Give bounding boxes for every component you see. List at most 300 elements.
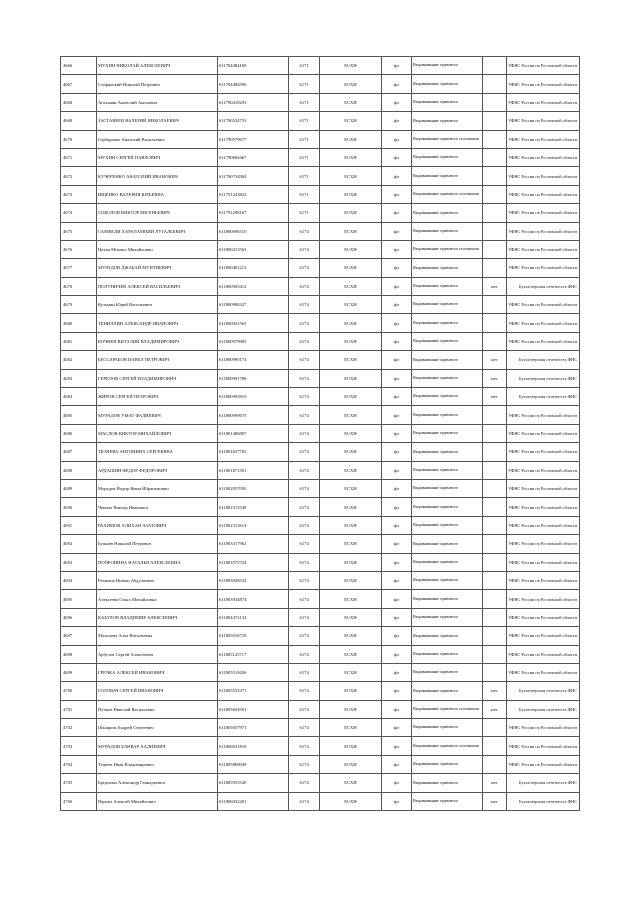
flag-cell	[482, 185, 506, 203]
row-number: 4683	[61, 369, 97, 387]
taxpayer-name: Пархиз Алексей Михайлович	[96, 792, 217, 810]
reason-text: Выравнивание правового	[412, 424, 483, 442]
reason-text: Выравнивание правового	[412, 369, 483, 387]
row-number: 4670	[61, 130, 97, 148]
authority-text: УФНС России по Ростовской области	[506, 112, 579, 130]
row-number: 4687	[61, 443, 97, 461]
tax-regime: ЕСХН	[320, 93, 381, 111]
authority-text: УФНС России по Ростовской области	[506, 608, 579, 626]
flag-cell: нет	[482, 388, 506, 406]
row-number: 4669	[61, 112, 97, 130]
tax-office-code: 6174	[288, 792, 320, 810]
row-number: 4688	[61, 461, 97, 479]
table-row	[61, 259, 580, 277]
taxpayer-name: ТЕНИЛЛИН АЛЕКСАНДР ИВАНОВИЧ	[96, 314, 217, 332]
reason-text: Выравнивание правового	[412, 351, 483, 369]
reason-text: Выравнивание правового	[412, 479, 483, 497]
tax-regime: ЕСХН	[320, 774, 381, 792]
inn-number: 611805604501	[217, 700, 288, 718]
table-row	[61, 553, 580, 571]
authority-text: Бухгалтерская отчетность ФНС	[506, 774, 579, 792]
table-row	[61, 774, 580, 792]
table-body	[61, 57, 580, 811]
tax-office-code: 6171	[288, 167, 320, 185]
inn-number: 611802312614	[217, 516, 288, 534]
reason-text: Выравнивание правового	[412, 148, 483, 166]
authority-text: УФНС России по Ростовской области	[506, 240, 579, 258]
tax-regime: ЕСХН	[320, 663, 381, 681]
inn-number: 611704484596	[217, 75, 288, 93]
tax-office-code: 6174	[288, 737, 320, 755]
flag-cell	[482, 167, 506, 185]
tax-office-code: 6174	[288, 424, 320, 442]
authority-text: УФНС России по Ростовской области	[506, 663, 579, 681]
tax-regime: ЕСХН	[320, 112, 381, 130]
tax-regime: ЕСХН	[320, 608, 381, 626]
tax-office-code: 6171	[288, 112, 320, 130]
tax-office-code: 6174	[288, 571, 320, 589]
authority-text: УФНС России по Ростовской области	[506, 185, 579, 203]
flag-cell	[482, 755, 506, 773]
taxpayer-name: Шкляров Андрей Сергеевич	[96, 719, 217, 737]
person-type: фл	[381, 755, 412, 773]
inn-number: 611802057050	[217, 479, 288, 497]
tax-regime: ЕСХН	[320, 443, 381, 461]
row-number: 4703	[61, 737, 97, 755]
inn-number: 611806031818	[217, 737, 288, 755]
inn-number: 611800995810	[217, 388, 288, 406]
taxpayer-name: Мурадов Надир Ямин Ибрагимович	[96, 479, 217, 497]
reason-text: Выравнивание правового	[412, 516, 483, 534]
tax-regime: ЕСХН	[320, 204, 381, 222]
authority-text: УФНС России по Ростовской области	[506, 498, 579, 516]
table-row	[61, 204, 580, 222]
row-number: 4672	[61, 167, 97, 185]
authority-text: УФНС России по Ростовской области	[506, 332, 579, 350]
reason-text: Выравнивание правового	[412, 296, 483, 314]
tax-office-code: 6171	[288, 130, 320, 148]
reason-text: Выравнивание правового	[412, 112, 483, 130]
reason-text: Выравнивание правового	[412, 663, 483, 681]
row-number: 4694	[61, 571, 97, 589]
table-row	[61, 590, 580, 608]
flag-cell: нет	[482, 792, 506, 810]
table-row	[61, 443, 580, 461]
person-type: фл	[381, 608, 412, 626]
authority-text: Бухгалтерская отчетность ФНС	[506, 700, 579, 718]
table-row	[61, 755, 580, 773]
row-number: 4678	[61, 277, 97, 295]
taxpayer-name: МАСЛОВ ВИКТОР МИХАЙЛОВИЧ	[96, 424, 217, 442]
tax-regime: ЕСХН	[320, 332, 381, 350]
table-row	[61, 571, 580, 589]
authority-text: Бухгалтерская отчетность ФНС	[506, 388, 579, 406]
reason-text: Выравнивание правового	[412, 461, 483, 479]
taxpayer-name: АРДАШИН ФЕДОР ФЕДОРОВИЧ	[96, 461, 217, 479]
reason-text: Выравнивание правового	[412, 259, 483, 277]
inn-number: 611801871501	[217, 461, 288, 479]
reason-text: Выравнивание правового	[412, 792, 483, 810]
row-number: 4668	[61, 93, 97, 111]
person-type: фл	[381, 388, 412, 406]
tax-office-code: 6174	[288, 590, 320, 608]
taxpayer-name: МУРАДОВ УМАТ ФАДИЕВИЧ	[96, 406, 217, 424]
inn-number: 611791298167	[217, 204, 288, 222]
tax-regime: ЕСХН	[320, 57, 381, 75]
tax-office-code: 6174	[288, 406, 320, 424]
reason-text: Выравнивание правового	[412, 498, 483, 516]
taxpayer-name: КОЧНЕВ ВИТАЛИЙ ВЛАДИМИРОВИЧ	[96, 332, 217, 350]
flag-cell: нет	[482, 351, 506, 369]
flag-cell	[482, 608, 506, 626]
tax-regime: ЕСХН	[320, 553, 381, 571]
table-row	[61, 663, 580, 681]
tax-office-code: 6174	[288, 332, 320, 350]
authority-text: УФНС России по Ростовской области	[506, 571, 579, 589]
flag-cell	[482, 296, 506, 314]
reason-text: Выравнивание правового	[412, 443, 483, 461]
table-row	[61, 93, 580, 111]
table-row	[61, 222, 580, 240]
flag-cell	[482, 461, 506, 479]
reason-text: Выравнивание правового	[412, 332, 483, 350]
taxpayer-name: МУРАДОВ ДЖАБАЙ МУНТИЕВИЧ	[96, 259, 217, 277]
authority-text: УФНС России по Ростовской области	[506, 57, 579, 75]
flag-cell	[482, 645, 506, 663]
tax-regime: ЕСХН	[320, 700, 381, 718]
tax-office-code: 6174	[288, 663, 320, 681]
inn-number: 611804472134	[217, 608, 288, 626]
person-type: фл	[381, 259, 412, 277]
person-type: фл	[381, 700, 412, 718]
flag-cell	[482, 204, 506, 222]
person-type: фл	[381, 443, 412, 461]
inn-number: 611805016718	[217, 627, 288, 645]
reason-text: Выравнивание правового	[412, 590, 483, 608]
inn-number: 611800905412	[217, 277, 288, 295]
flag-cell	[482, 663, 506, 681]
row-number: 4671	[61, 148, 97, 166]
registry-table	[60, 56, 580, 811]
inn-number: 611805125717	[217, 645, 288, 663]
person-type: фл	[381, 277, 412, 295]
tax-regime: ЕСХН	[320, 755, 381, 773]
authority-text: Бухгалтерская отчетность ФНС	[506, 351, 579, 369]
person-type: фл	[381, 296, 412, 314]
flag-cell	[482, 112, 506, 130]
person-type: фл	[381, 590, 412, 608]
reason-text: Выравнивание правового	[412, 277, 483, 295]
reason-text: Выравнивание правового	[412, 222, 483, 240]
authority-text: УФНС России по Ростовской области	[506, 737, 579, 755]
inn-number: 611806032201	[217, 792, 288, 810]
table-row	[61, 479, 580, 497]
taxpayer-name: Бредихин Александр Геннадьевич	[96, 774, 217, 792]
tax-office-code: 6174	[288, 719, 320, 737]
taxpayer-name: СОКОЛОВ ВИКТОР ЕВГЕНЬЕВИЧ	[96, 204, 217, 222]
person-type: фл	[381, 682, 412, 700]
row-number: 4676	[61, 240, 97, 258]
inn-number: 611801657765	[217, 443, 288, 461]
person-type: фл	[381, 719, 412, 737]
flag-cell	[482, 222, 506, 240]
person-type: фл	[381, 240, 412, 258]
authority-text: УФНС России по Ростовской области	[506, 148, 579, 166]
row-number: 4685	[61, 406, 97, 424]
person-type: фл	[381, 553, 412, 571]
taxpayer-name: ГРЕЧКА АЛЕКСЕЙ ИВАНОВИЧ	[96, 663, 217, 681]
tax-regime: ЕСХН	[320, 590, 381, 608]
table-row	[61, 185, 580, 203]
row-number: 4679	[61, 296, 97, 314]
authority-text: УФНС России по Ростовской области	[506, 516, 579, 534]
reason-text: Выравнивание правового положения	[412, 700, 483, 718]
flag-cell: нет	[482, 682, 506, 700]
tax-regime: ЕСХН	[320, 185, 381, 203]
reason-text: Выравнивание правового	[412, 608, 483, 626]
inn-number: 611800096510	[217, 222, 288, 240]
person-type: фл	[381, 369, 412, 387]
person-type: фл	[381, 535, 412, 553]
inn-number: 611803928534	[217, 571, 288, 589]
person-type: фл	[381, 222, 412, 240]
taxpayer-name: ПОПРОНИНА НАТАЛЬЯ АЛЕКСЕЕВНА	[96, 553, 217, 571]
row-number: 4693	[61, 553, 97, 571]
tax-office-code: 6174	[288, 682, 320, 700]
reason-text: Выравнивание правового	[412, 755, 483, 773]
flag-cell: нет	[482, 369, 506, 387]
inn-number: 611805657971	[217, 719, 288, 737]
tax-office-code: 6171	[288, 185, 320, 203]
inn-number: 611800413563	[217, 240, 288, 258]
tax-regime: ЕСХН	[320, 571, 381, 589]
table-row	[61, 57, 580, 75]
reason-text: Выравнивание правового	[412, 645, 483, 663]
reason-text: Выравнивание правового	[412, 314, 483, 332]
taxpayer-name: Бушнев Николай Петрович	[96, 535, 217, 553]
taxpayer-name: ЗАСТАВЕЕВ ВАЛЕРИЙ НИКОЛАЕВИЧ	[96, 112, 217, 130]
tax-office-code: 6171	[288, 93, 320, 111]
row-number: 4705	[61, 774, 97, 792]
row-number: 4689	[61, 479, 97, 497]
table-row	[61, 296, 580, 314]
inn-number: 611800999675	[217, 406, 288, 424]
taxpayer-name: Чекмач Виктор Иванович	[96, 498, 217, 516]
person-type: фл	[381, 424, 412, 442]
authority-text: УФНС России по Ростовской области	[506, 755, 579, 773]
taxpayer-name: Мальцева Алла Витальевна	[96, 627, 217, 645]
row-number: 4681	[61, 332, 97, 350]
inn-number: 611790524753	[217, 112, 288, 130]
reason-text: Выравнивание правового	[412, 535, 483, 553]
authority-text: УФНС России по Ростовской области	[506, 93, 579, 111]
taxpayer-name: РАХИМОВ АЛИХАН АЗАТОВИЧ	[96, 516, 217, 534]
taxpayer-name: САМВЕДИ ХАРАЛАМПИЙ ЛУГАЛЬЕВИЧ	[96, 222, 217, 240]
reason-text: Выравнивание правового	[412, 682, 483, 700]
tax-regime: ЕСХН	[320, 75, 381, 93]
tax-office-code: 6174	[288, 535, 320, 553]
person-type: фл	[381, 314, 412, 332]
reason-text: Выравнивание правового	[412, 774, 483, 792]
tax-office-code: 6174	[288, 700, 320, 718]
inn-number: 611800991788	[217, 369, 288, 387]
inn-number: 611790734904	[217, 167, 288, 185]
tax-regime: ЕСХН	[320, 792, 381, 810]
tax-office-code: 6174	[288, 240, 320, 258]
row-number: 4692	[61, 535, 97, 553]
tax-office-code: 6174	[288, 645, 320, 663]
authority-text: УФНС России по Ростовской области	[506, 167, 579, 185]
tax-regime: ЕСХН	[320, 479, 381, 497]
tax-regime: ЕСХН	[320, 535, 381, 553]
tax-regime: ЕСХН	[320, 645, 381, 663]
tax-regime: ЕСХН	[320, 277, 381, 295]
tax-office-code: 6171	[288, 75, 320, 93]
person-type: фл	[381, 130, 412, 148]
taxpayer-name: МУХИН НИКОЛАЙ АЛЕКСЕЕВИЧ	[96, 57, 217, 75]
tax-office-code: 6174	[288, 755, 320, 773]
reason-text: Выравнивание правового положения	[412, 737, 483, 755]
row-number: 4680	[61, 314, 97, 332]
table-row	[61, 627, 580, 645]
flag-cell	[482, 314, 506, 332]
row-number: 4677	[61, 259, 97, 277]
row-number: 4666	[61, 57, 97, 75]
person-type: фл	[381, 516, 412, 534]
person-type: фл	[381, 93, 412, 111]
table-row	[61, 240, 580, 258]
person-type: фл	[381, 332, 412, 350]
table-row	[61, 167, 580, 185]
person-type: фл	[381, 737, 412, 755]
flag-cell: нет	[482, 277, 506, 295]
inn-number: 611800921565	[217, 314, 288, 332]
reason-text: Выравнивание правового	[412, 93, 483, 111]
authority-text: УФНС России по Ростовской области	[506, 314, 579, 332]
reason-text: Выравнивание правового	[412, 553, 483, 571]
authority-text: УФНС России по Ростовской области	[506, 130, 579, 148]
person-type: фл	[381, 112, 412, 130]
reason-text: Выравнивание правового положения	[412, 240, 483, 258]
reason-text: Выравнивание правового	[412, 57, 483, 75]
person-type: фл	[381, 663, 412, 681]
person-type: фл	[381, 627, 412, 645]
person-type: фл	[381, 148, 412, 166]
person-type: фл	[381, 185, 412, 203]
tax-regime: ЕСХН	[320, 167, 381, 185]
tax-office-code: 6174	[288, 461, 320, 479]
tax-regime: ЕСХН	[320, 314, 381, 332]
taxpayer-name: ИЩЕНКО ВАЛЕРИЯ ЮРЬЕВНА	[96, 185, 217, 203]
flag-cell	[482, 57, 506, 75]
table-row	[61, 332, 580, 350]
row-number: 4698	[61, 645, 97, 663]
tax-regime: ЕСХН	[320, 259, 381, 277]
flag-cell: нет	[482, 774, 506, 792]
reason-text: Выравнивание правового	[412, 406, 483, 424]
tax-office-code: 6174	[288, 277, 320, 295]
tax-office-code: 6174	[288, 351, 320, 369]
authority-text: УФНС России по Ростовской области	[506, 590, 579, 608]
authority-text: УФНС России по Ростовской области	[506, 719, 579, 737]
inn-number: 611805955540	[217, 774, 288, 792]
flag-cell	[482, 443, 506, 461]
tax-regime: ЕСХН	[320, 369, 381, 387]
flag-cell	[482, 479, 506, 497]
authority-text: УФНС России по Ростовской области	[506, 645, 579, 663]
tax-regime: ЕСХН	[320, 351, 381, 369]
authority-text: УФНС России по Ростовской области	[506, 443, 579, 461]
inn-number: 611791243823	[217, 185, 288, 203]
person-type: фл	[381, 645, 412, 663]
tax-regime: ЕСХН	[320, 296, 381, 314]
authority-text: УФНС России по Ростовской области	[506, 424, 579, 442]
reason-text: Выравнивание правового положения	[412, 130, 483, 148]
flag-cell	[482, 332, 506, 350]
flag-cell: нет	[482, 700, 506, 718]
taxpayer-name: Арбузов Сергей Алексеевич	[96, 645, 217, 663]
taxpayer-name: Пучков Николай Васильевич	[96, 700, 217, 718]
authority-text: Бухгалтерская отчетность ФНС	[506, 682, 579, 700]
taxpayer-name: ЖИРОВ СЕРГЕЙ ПЕТРОВИЧ	[96, 388, 217, 406]
flag-cell	[482, 130, 506, 148]
authority-text: УФНС России по Ростовской области	[506, 479, 579, 497]
row-number: 4684	[61, 388, 97, 406]
table-row	[61, 682, 580, 700]
tax-regime: ЕСХН	[320, 148, 381, 166]
table-row	[61, 700, 580, 718]
table-row	[61, 535, 580, 553]
tax-regime: ЕСХН	[320, 516, 381, 534]
taxpayer-name: БЕССАРАБОВ ПАВЕЛ ПЕТРОВИЧ	[96, 351, 217, 369]
reason-text: Выравнивание правового	[412, 167, 483, 185]
inn-number: 611802311549	[217, 498, 288, 516]
taxpayer-name: КУЧЕРЕНКО АНАТОЛИЙ ИВАНОВИЧ	[96, 167, 217, 185]
table-row	[61, 314, 580, 332]
row-number: 4704	[61, 755, 97, 773]
row-number: 4691	[61, 516, 97, 534]
tax-office-code: 6174	[288, 553, 320, 571]
row-number: 4697	[61, 627, 97, 645]
taxpayer-name: ГОЛОВАЧ СЕРГЕЙ ИВАНОВИЧ	[96, 682, 217, 700]
taxpayer-name: Рахимов Нишан Абдулаевич	[96, 571, 217, 589]
row-number: 4699	[61, 663, 97, 681]
flag-cell	[482, 240, 506, 258]
tax-regime: ЕСХН	[320, 682, 381, 700]
authority-text: Бухгалтерская отчетность ФНС	[506, 277, 579, 295]
authority-text: УФНС России по Ростовской области	[506, 75, 579, 93]
flag-cell	[482, 259, 506, 277]
person-type: фл	[381, 351, 412, 369]
table-row	[61, 645, 580, 663]
flag-cell	[482, 498, 506, 516]
flag-cell	[482, 535, 506, 553]
table-row	[61, 277, 580, 295]
reason-text: Выравнивание правового	[412, 627, 483, 645]
table-row	[61, 406, 580, 424]
inn-number: 611805519456	[217, 663, 288, 681]
table-row	[61, 388, 580, 406]
tax-regime: ЕСХН	[320, 388, 381, 406]
person-type: фл	[381, 774, 412, 792]
row-number: 4700	[61, 682, 97, 700]
table-row	[61, 148, 580, 166]
authority-text: Бухгалтерская отчетность ФНС	[506, 369, 579, 387]
tax-regime: ЕСХН	[320, 627, 381, 645]
row-number: 4690	[61, 498, 97, 516]
flag-cell	[482, 75, 506, 93]
taxpayer-name: КАБУЛОВ ВЛАДИМИР АЛЕКСЕЕВИЧ	[96, 608, 217, 626]
